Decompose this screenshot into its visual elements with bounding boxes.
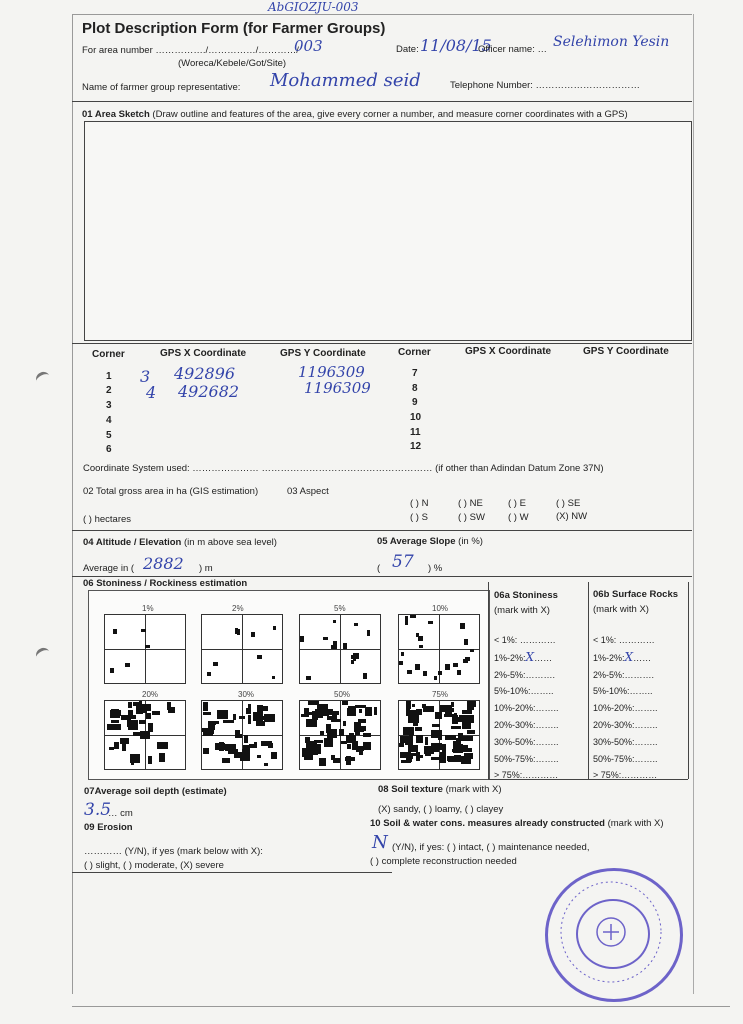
stone-mark — [264, 714, 275, 722]
col-header-corner: Corner — [92, 349, 125, 360]
cons-yn[interactable]: (Y/N), if yes: ( ) intact, ( ) maintenance needed, — [392, 842, 590, 853]
stone-mark — [122, 744, 126, 751]
stone-mark — [347, 744, 351, 749]
stone-mark — [219, 742, 224, 751]
stone-mark — [248, 715, 251, 724]
officer-name-value[interactable]: Selehimon Yesin — [553, 34, 670, 50]
area-number-value[interactable]: 003 — [294, 37, 323, 55]
stone-mark — [114, 742, 119, 749]
stone-mark — [203, 712, 211, 715]
stone-mark — [207, 672, 211, 676]
date-value[interactable]: 11/08/15 — [420, 36, 492, 55]
stone-mark — [332, 711, 337, 720]
stone-mark — [253, 712, 263, 721]
stone-mark — [401, 760, 411, 763]
hw-gps-x-1[interactable]: 492896 — [174, 364, 236, 383]
stone-mark — [145, 645, 150, 648]
stone-mark — [139, 720, 146, 724]
stone-mark — [467, 730, 475, 734]
square-label: 50% — [334, 690, 351, 699]
stone-mark — [261, 741, 272, 746]
stone-mark — [224, 758, 230, 762]
area-sketch-box[interactable] — [84, 121, 692, 341]
stone-mark — [228, 749, 238, 754]
hw-gps-x-2[interactable]: 492682 — [178, 382, 240, 401]
square-label: 30% — [238, 690, 255, 699]
soil-texture-label: 08 Soil texture (mark with X) — [378, 784, 502, 795]
rep-name-value[interactable]: Mohammed seid — [270, 70, 421, 91]
stone-mark — [121, 715, 131, 720]
stone-mark — [406, 713, 416, 716]
rocks-option[interactable]: 1%-2%:X…… — [593, 649, 652, 664]
stamp-ring-icon — [545, 868, 677, 996]
corner-number: 12 — [410, 441, 422, 452]
soil-depth-value[interactable]: 3.5 — [84, 800, 112, 820]
stone-mark — [405, 619, 408, 625]
stone-mark — [453, 741, 461, 745]
soil-depth-label: 07Average soil depth (estimate) — [84, 786, 227, 797]
stone-mark — [428, 621, 433, 624]
stone-mark — [111, 720, 119, 723]
stoniness-col-sub: (mark with X) — [494, 605, 550, 616]
stone-mark — [431, 757, 442, 760]
slope-value[interactable]: 57 — [392, 552, 414, 572]
stone-mark — [319, 758, 326, 766]
stone-mark — [463, 659, 468, 663]
corner-number: 11 — [410, 427, 421, 438]
hw-gps-y-2[interactable]: 1196309 — [304, 379, 371, 397]
stone-mark — [152, 711, 160, 715]
stone-mark — [410, 615, 416, 618]
stone-mark — [167, 702, 171, 710]
area-number-label: For area number ……………./……………/…………/ — [82, 45, 299, 56]
rocks-option[interactable]: 50%-75%:…….. — [593, 753, 658, 764]
stone-mark — [333, 758, 340, 763]
stone-mark — [237, 629, 240, 635]
stone-mark — [306, 676, 311, 680]
stone-mark — [462, 736, 473, 741]
stone-mark — [461, 756, 471, 764]
stone-mark — [257, 655, 262, 659]
erosion-label: 09 Erosion — [84, 822, 133, 833]
stone-mark — [239, 716, 245, 719]
stone-mark — [440, 705, 448, 712]
stone-mark — [460, 623, 465, 629]
col-header-gps-y-2: GPS Y Coordinate — [583, 346, 669, 357]
corner-number: 8 — [412, 383, 418, 394]
stone-mark — [342, 701, 348, 705]
stone-mark — [363, 733, 371, 737]
altitude-suffix: ) m — [199, 563, 213, 574]
stone-mark — [110, 668, 114, 673]
official-stamp — [545, 868, 683, 1002]
date-label: Date: — [396, 44, 419, 55]
stone-mark — [442, 744, 446, 753]
aspect-n[interactable]: ( ) N — [410, 498, 429, 509]
stoniness-square-30pct — [201, 700, 283, 770]
stone-mark — [314, 740, 323, 743]
stone-mark — [128, 702, 132, 708]
stone-mark — [410, 753, 417, 756]
hw-corner-1[interactable]: 3 — [140, 367, 151, 386]
aspect-sw[interactable]: ( ) SW — [458, 512, 485, 523]
punch-hole-mark — [34, 646, 52, 664]
stoniness-option[interactable]: 50%-75%:…….. — [494, 753, 559, 764]
stone-mark — [457, 670, 461, 675]
stone-mark — [363, 673, 367, 679]
stone-mark — [408, 745, 418, 752]
stone-mark — [464, 639, 468, 645]
stone-mark — [374, 707, 377, 715]
stone-mark — [462, 710, 472, 714]
stone-mark — [324, 738, 333, 747]
stone-mark — [131, 760, 134, 765]
stone-mark — [451, 726, 461, 729]
stone-mark — [260, 706, 268, 711]
stone-mark — [157, 742, 168, 749]
stoniness-square-5pct — [299, 614, 381, 684]
stoniness-square-10pct — [398, 614, 480, 684]
area-label: 02 Total gross area in ha (GIS estimation) — [83, 486, 259, 497]
stone-mark — [425, 737, 428, 745]
stone-mark — [365, 707, 372, 716]
rocks-col-title: 06b Surface Rocks — [593, 589, 679, 600]
col-header-gps-x-2: GPS X Coordinate — [465, 346, 552, 357]
stone-mark — [451, 702, 454, 707]
stone-mark — [326, 724, 331, 733]
stone-mark — [401, 652, 404, 656]
stone-mark — [320, 731, 324, 735]
corner-number: 4 — [106, 415, 112, 426]
stoniness-option[interactable]: 2%-5%:………. — [494, 669, 556, 680]
aspect-se[interactable]: ( ) SE — [556, 498, 581, 509]
stone-mark — [146, 713, 151, 719]
corner-number: 9 — [412, 397, 418, 408]
stone-mark — [471, 701, 476, 707]
stoniness-square-50pct — [299, 700, 381, 770]
stone-mark — [257, 755, 261, 758]
stone-mark — [354, 623, 358, 626]
stone-mark — [459, 715, 469, 721]
stone-mark — [419, 645, 423, 648]
rocks-option[interactable]: 30%-50%:…….. — [593, 736, 658, 747]
corner-number: 2 — [106, 385, 112, 396]
col-header-gps-x: GPS X Coordinate — [160, 348, 247, 359]
corner-number: 10 — [410, 412, 422, 423]
altitude-value[interactable]: 2882 — [143, 554, 184, 573]
stone-mark — [210, 721, 219, 724]
stone-mark — [113, 724, 121, 730]
stoniness-options — [494, 632, 559, 784]
stone-mark — [415, 664, 420, 670]
stone-mark — [251, 632, 255, 637]
aspect-label: 03 Aspect — [287, 486, 329, 497]
stone-mark — [434, 676, 437, 680]
stone-mark — [273, 626, 276, 630]
erosion-options[interactable]: ( ) slight, ( ) moderate, (X) severe — [84, 860, 224, 871]
rocks-options — [593, 632, 658, 784]
square-label: 20% — [142, 690, 159, 699]
hw-gps-y-1[interactable]: 1196309 — [298, 363, 365, 381]
soil-depth-unit: … cm — [108, 808, 133, 819]
erosion-yn[interactable]: ………… (Y/N), if yes (mark below with X): — [84, 846, 263, 857]
stone-mark — [271, 752, 277, 759]
stone-mark — [139, 701, 142, 707]
stone-mark — [300, 636, 304, 642]
square-label: 1% — [142, 604, 154, 613]
stone-mark — [246, 708, 251, 714]
altitude-prefix: Average in ( — [83, 563, 135, 574]
stone-mark — [452, 749, 461, 752]
stone-mark — [445, 664, 450, 670]
stone-mark — [256, 721, 265, 726]
stoniness-option[interactable]: 10%-20%:…….. — [494, 703, 559, 714]
stoniness-square-2pct — [201, 614, 283, 684]
stone-mark — [349, 733, 354, 739]
stone-mark — [470, 649, 474, 652]
stone-mark — [454, 755, 461, 762]
stone-mark — [355, 726, 366, 731]
stone-mark — [433, 731, 442, 738]
corner-number: 6 — [106, 444, 112, 455]
hw-corner-2[interactable]: 4 — [146, 383, 157, 402]
stone-mark — [423, 671, 427, 676]
square-label: 75% — [432, 690, 449, 699]
stone-mark — [203, 702, 208, 711]
stone-mark — [400, 736, 410, 743]
aspect-s[interactable]: ( ) S — [410, 512, 428, 523]
stone-mark — [125, 663, 130, 667]
punch-hole-mark — [34, 370, 52, 388]
stone-mark — [127, 720, 138, 727]
rocks-option[interactable]: 20%-30%:…….. — [593, 719, 658, 730]
stone-mark — [339, 729, 344, 736]
soil-texture-options[interactable]: (X) sandy, ( ) loamy, ( ) clayey — [378, 804, 504, 815]
stone-mark — [356, 747, 363, 752]
stone-mark — [141, 629, 146, 632]
stone-mark — [111, 709, 119, 714]
stone-mark — [431, 743, 442, 750]
stone-mark — [272, 676, 275, 679]
stone-mark — [409, 732, 412, 737]
stone-mark — [358, 719, 366, 723]
stone-mark — [343, 643, 347, 649]
stone-mark — [353, 658, 356, 661]
stone-mark — [213, 662, 218, 666]
corner-number: 5 — [106, 430, 112, 441]
stone-mark — [408, 715, 419, 723]
stone-mark — [416, 735, 423, 743]
stone-mark — [244, 735, 248, 743]
stone-mark — [304, 753, 313, 760]
stone-mark — [140, 731, 150, 739]
corner-number: 7 — [412, 368, 418, 379]
stone-mark — [425, 750, 431, 756]
stone-mark — [264, 763, 268, 766]
rocks-option[interactable]: 5%-10%:…….. — [593, 686, 653, 697]
aspect-e[interactable]: ( ) E — [508, 498, 526, 509]
stone-mark — [367, 630, 370, 636]
stoniness-option[interactable]: 5%-10%:…….. — [494, 686, 554, 697]
stone-mark — [355, 732, 360, 735]
stone-mark — [333, 620, 336, 623]
stone-mark — [399, 743, 404, 747]
rocks-option[interactable]: > 75%:………… — [593, 770, 658, 781]
corner-number: 3 — [106, 400, 112, 411]
altitude-label: 04 Altitude / Elevation (in m above sea level) — [83, 537, 277, 548]
slope-open: ( — [377, 563, 381, 574]
stone-mark — [113, 629, 117, 634]
form-title: Plot Description Form (for Farmer Groups) — [82, 20, 386, 37]
col-header-corner-2: Corner — [398, 347, 431, 358]
stone-mark — [148, 756, 152, 764]
phone-label: Telephone Number: …………………………… — [450, 80, 641, 91]
stone-mark — [333, 641, 337, 647]
reference-code: AbGIOZJU-003 — [268, 0, 359, 14]
aspect-nw[interactable]: (X) NW — [556, 511, 588, 522]
stone-mark — [399, 661, 403, 665]
stone-mark — [412, 704, 415, 707]
cons-label: 10 Soil & water cons. measures already constructed (mark with X) — [370, 818, 664, 829]
stone-mark — [208, 730, 213, 736]
stone-mark — [415, 727, 422, 731]
aspect-ne[interactable]: ( ) NE — [458, 498, 483, 509]
stone-mark — [461, 748, 472, 752]
stone-mark — [159, 753, 165, 762]
rocks-option[interactable]: < 1%: ………… — [593, 635, 655, 645]
stone-mark — [308, 701, 319, 705]
stone-mark — [432, 724, 440, 727]
stoniness-option[interactable]: 1%-2%:X…… — [494, 649, 553, 664]
cons-line2[interactable]: ( ) complete reconstruction needed — [370, 856, 517, 867]
stone-mark — [438, 671, 442, 675]
stone-mark — [254, 742, 257, 748]
stone-mark — [242, 749, 248, 756]
stone-mark — [359, 709, 362, 713]
stoniness-label: 06 Stoniness / Rockiness estimation — [83, 578, 248, 589]
stoniness-option[interactable]: 30%-50%:…….. — [494, 736, 559, 747]
officer-label: Officer name: … — [478, 44, 547, 55]
stone-mark — [133, 732, 140, 736]
rocks-option[interactable]: 2%-5%:………. — [593, 669, 655, 680]
stone-mark — [435, 712, 442, 719]
stoniness-square-20pct — [104, 700, 186, 770]
slope-label: 05 Average Slope (in %) — [377, 536, 483, 547]
stone-mark — [458, 733, 463, 741]
square-label: 2% — [232, 604, 244, 613]
rocks-col-sub: (mark with X) — [593, 604, 649, 615]
stone-mark — [139, 706, 147, 713]
stone-mark — [445, 735, 456, 740]
stone-mark — [203, 748, 209, 754]
stone-mark — [306, 719, 317, 727]
cons-value[interactable]: N — [372, 832, 388, 853]
square-label: 5% — [334, 604, 346, 613]
stone-mark — [407, 670, 412, 674]
aspect-w[interactable]: ( ) W — [508, 512, 529, 523]
stone-mark — [217, 710, 228, 719]
stone-mark — [346, 756, 351, 765]
stoniness-square-1pct — [104, 614, 186, 684]
square-label: 10% — [432, 604, 449, 613]
stone-mark — [422, 704, 426, 708]
col-header-gps-y: GPS Y Coordinate — [280, 348, 366, 359]
stoniness-option[interactable]: > 75%:………… — [494, 770, 559, 781]
rocks-option[interactable]: 10%-20%:…….. — [593, 703, 658, 714]
stoniness-option[interactable]: 20%-30%:…….. — [494, 719, 559, 730]
rep-label: Name of farmer group representative: — [82, 82, 241, 93]
stone-mark — [343, 721, 346, 726]
stone-mark — [301, 714, 309, 717]
stone-mark — [363, 742, 371, 750]
stone-mark — [120, 738, 129, 744]
stone-mark — [223, 720, 234, 723]
stoniness-col-title: 06a Stoniness — [494, 590, 558, 601]
stoniness-option[interactable]: < 1%: ………… — [494, 635, 556, 645]
stoniness-square-75pct — [398, 700, 480, 770]
stone-mark — [235, 730, 240, 738]
slope-suffix: ) % — [428, 563, 443, 574]
sketch-label: 01 Area Sketch (Draw outline and features of the area, give every corner a number, and measure corner coordinates with a GPS) — [82, 109, 628, 120]
stone-mark — [453, 663, 458, 667]
coord-system-label: Coordinate System used: ………………… ……………………………………………… (if other than Adindan Datum Zone 37N) — [83, 463, 604, 474]
stone-mark — [347, 708, 356, 716]
area-sublabel: (Woreca/Kebele/Got/Site) — [178, 58, 287, 69]
hectares-field[interactable]: ( ) hectares — [83, 514, 132, 525]
corner-number: 1 — [106, 371, 112, 382]
stone-mark — [323, 637, 328, 640]
stone-mark — [418, 636, 423, 641]
